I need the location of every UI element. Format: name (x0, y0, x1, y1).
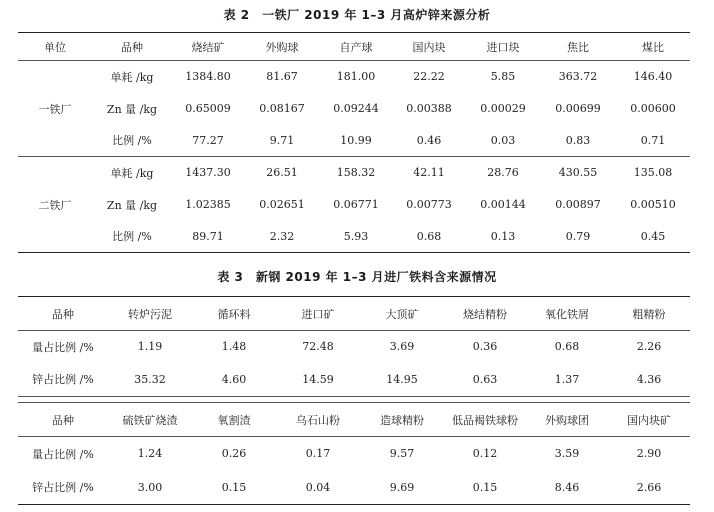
table3-header-cell: 品种 (18, 297, 108, 331)
table3-value-cell: 0.15 (444, 471, 526, 505)
table3-value-cell: 14.95 (360, 363, 444, 397)
table3-section-1 (18, 296, 690, 397)
table2-value-cell: 0.65009 (185, 102, 231, 115)
table3-value-cell: 1.24 (137, 447, 163, 461)
table3-value-cell: 14.59 (276, 363, 360, 397)
table3-label-cell: 量占比例 /% (32, 340, 94, 354)
table2-header-cell: 焦比 (540, 33, 616, 61)
table2-value-cell: 42.11 (413, 166, 445, 180)
table2-value-cell: 363.72 (558, 70, 598, 84)
table3-value-cell: 8.46 (526, 471, 608, 505)
table3-header-cell: 粗精粉 (608, 297, 690, 331)
table2-value-cell: 26.51 (266, 166, 298, 180)
table2-value-cell: 1384.80 (185, 70, 231, 84)
table2-value-cell: 28.76 (487, 166, 519, 180)
table2-item-cell: 比例 /% (92, 221, 172, 253)
table2-value-cell: 0.03 (466, 125, 540, 157)
table2-value-cell: 89.71 (172, 221, 244, 253)
table3-value-cell: 0.68 (554, 340, 580, 354)
table3-value-cell: 4.36 (608, 363, 690, 397)
table2-header-cell: 烧结矿 (172, 33, 244, 61)
table2-value-cell: 0.00897 (555, 198, 601, 211)
table2-value-cell: 0.71 (616, 125, 690, 157)
table3-value-cell: 72.48 (302, 340, 334, 354)
table2-value-cell: 2.32 (244, 221, 320, 253)
table2-value-cell: 0.83 (540, 125, 616, 157)
table2-value-cell: 1437.30 (185, 166, 231, 180)
table2-value-cell: 5.93 (320, 221, 392, 253)
table2-value-cell: 430.55 (558, 166, 598, 180)
table3-label-cell: 锌占比例 /% (18, 471, 108, 505)
table3-header-cell: 大顶矿 (360, 297, 444, 331)
table2-value-cell: 0.00773 (406, 198, 452, 211)
table3-value-cell: 1.48 (221, 340, 247, 354)
table3-value-cell: 2.90 (636, 447, 662, 461)
table2-value-cell: 9.71 (244, 125, 320, 157)
table-row (18, 157, 690, 189)
table2-value-cell: 0.02651 (259, 198, 305, 211)
table3-value-cell: 1.19 (137, 340, 163, 354)
table2-value-cell: 146.40 (633, 70, 673, 84)
table3-header-row (18, 403, 690, 437)
table-row (18, 189, 690, 221)
table2-value-cell: 0.06771 (333, 198, 379, 211)
table3-header-cell: 硫铁矿烧渣 (108, 403, 192, 437)
table3-header-cell: 造球精粉 (360, 403, 444, 437)
table3-value-cell: 3.69 (389, 340, 415, 354)
table3-header-cell: 氧割渣 (192, 403, 276, 437)
table2-value-cell: 181.00 (336, 70, 376, 84)
table3-value-cell: 35.32 (108, 363, 192, 397)
table-row (18, 93, 690, 125)
table3-header-cell: 国内块矿 (608, 403, 690, 437)
table2-value-cell: 0.00600 (630, 102, 676, 115)
table2-header-cell: 品种 (92, 33, 172, 61)
table-row (18, 125, 690, 157)
table2-value-cell: 0.00144 (480, 198, 526, 211)
table3-value-cell: 0.63 (444, 363, 526, 397)
table3-value-cell: 1.37 (526, 363, 608, 397)
table2 (18, 32, 690, 253)
table2-value-cell: 0.13 (466, 221, 540, 253)
table-row (18, 61, 690, 93)
table3-header-cell: 转炉污泥 (108, 297, 192, 331)
table3-value-cell: 9.69 (360, 471, 444, 505)
table2-value-cell: 0.00510 (630, 198, 676, 211)
table2-value-cell: 0.79 (540, 221, 616, 253)
table2-header-cell: 进口块 (466, 33, 540, 61)
table2-header-cell: 煤比 (616, 33, 690, 61)
table2-value-cell: 0.46 (392, 125, 466, 157)
table3-header-cell: 外购球团 (526, 403, 608, 437)
table3-value-cell: 9.57 (389, 447, 415, 461)
table3-value-cell: 2.66 (608, 471, 690, 505)
table2-header-cell: 自产球 (320, 33, 392, 61)
table2-value-cell: 1.02385 (185, 198, 231, 211)
table2-item-cell: 比例 /% (92, 125, 172, 157)
table2-value-cell: 10.99 (320, 125, 392, 157)
table2-unit-cell: 一铁厂 (18, 61, 92, 157)
table3-header-cell: 进口矿 (276, 297, 360, 331)
table3-header-cell: 烧结精粉 (444, 297, 526, 331)
table-row (18, 221, 690, 253)
table2-value-cell: 77.27 (172, 125, 244, 157)
table2-value-cell: 0.45 (616, 221, 690, 253)
table2-value-cell: 135.08 (633, 166, 673, 180)
table-row (18, 363, 690, 397)
table3-header-cell: 品种 (18, 403, 108, 437)
table-row (18, 331, 690, 363)
table2-item-cell: 单耗 /kg (110, 166, 154, 180)
table3-value-cell: 3.00 (108, 471, 192, 505)
table3-header-cell: 乌石山粉 (276, 403, 360, 437)
table-row (18, 471, 690, 505)
table-row (18, 437, 690, 471)
table2-unit-cell: 二铁厂 (18, 157, 92, 253)
table2-value-cell: 0.00029 (480, 102, 526, 115)
table2-item-cell: Zn 量 /kg (106, 198, 158, 212)
table3-value-cell: 0.04 (276, 471, 360, 505)
table2-item-cell: Zn 量 /kg (106, 102, 158, 116)
table2-value-cell: 158.32 (336, 166, 376, 180)
table2-value-cell: 0.08167 (259, 102, 305, 115)
table2-value-cell: 0.00699 (555, 102, 601, 115)
table3-value-cell: 3.59 (554, 447, 580, 461)
table2-value-cell: 0.68 (392, 221, 466, 253)
table2-item-cell: 单耗 /kg (110, 70, 154, 84)
table2-value-cell: 22.22 (413, 70, 445, 84)
table2-value-cell: 0.09244 (333, 102, 379, 115)
table2-header-cell: 国内块 (392, 33, 466, 61)
table3-label-cell: 锌占比例 /% (18, 363, 108, 397)
table3-header-row (18, 297, 690, 331)
table3-value-cell: 0.36 (472, 340, 498, 354)
table3-value-cell: 4.60 (192, 363, 276, 397)
table2-header-row (18, 33, 690, 61)
table3-section-2 (18, 402, 690, 505)
table3-value-cell: 0.12 (472, 447, 498, 461)
table3-value-cell: 0.17 (305, 447, 331, 461)
table3-caption: 表 3 新钢 2019 年 1–3 月进厂铁料含来源情况 (217, 270, 497, 284)
table3-value-cell: 0.15 (192, 471, 276, 505)
table3-header-cell: 氧化铁屑 (526, 297, 608, 331)
table2-value-cell: 5.85 (490, 70, 516, 84)
table2-caption: 表 2 一铁厂 2019 年 1–3 月高炉锌来源分析 (223, 8, 491, 22)
table2-header-cell: 外购球 (244, 33, 320, 61)
table3-value-cell: 2.26 (636, 340, 662, 354)
table3-header-cell: 循环料 (192, 297, 276, 331)
table3-value-cell: 0.26 (221, 447, 247, 461)
table3-label-cell: 量占比例 /% (32, 447, 94, 461)
table2-header-cell: 单位 (18, 33, 92, 61)
table2-value-cell: 0.00388 (406, 102, 452, 115)
table3-header-cell: 低品褐铁球粉 (444, 403, 526, 437)
table2-value-cell: 81.67 (266, 70, 298, 84)
